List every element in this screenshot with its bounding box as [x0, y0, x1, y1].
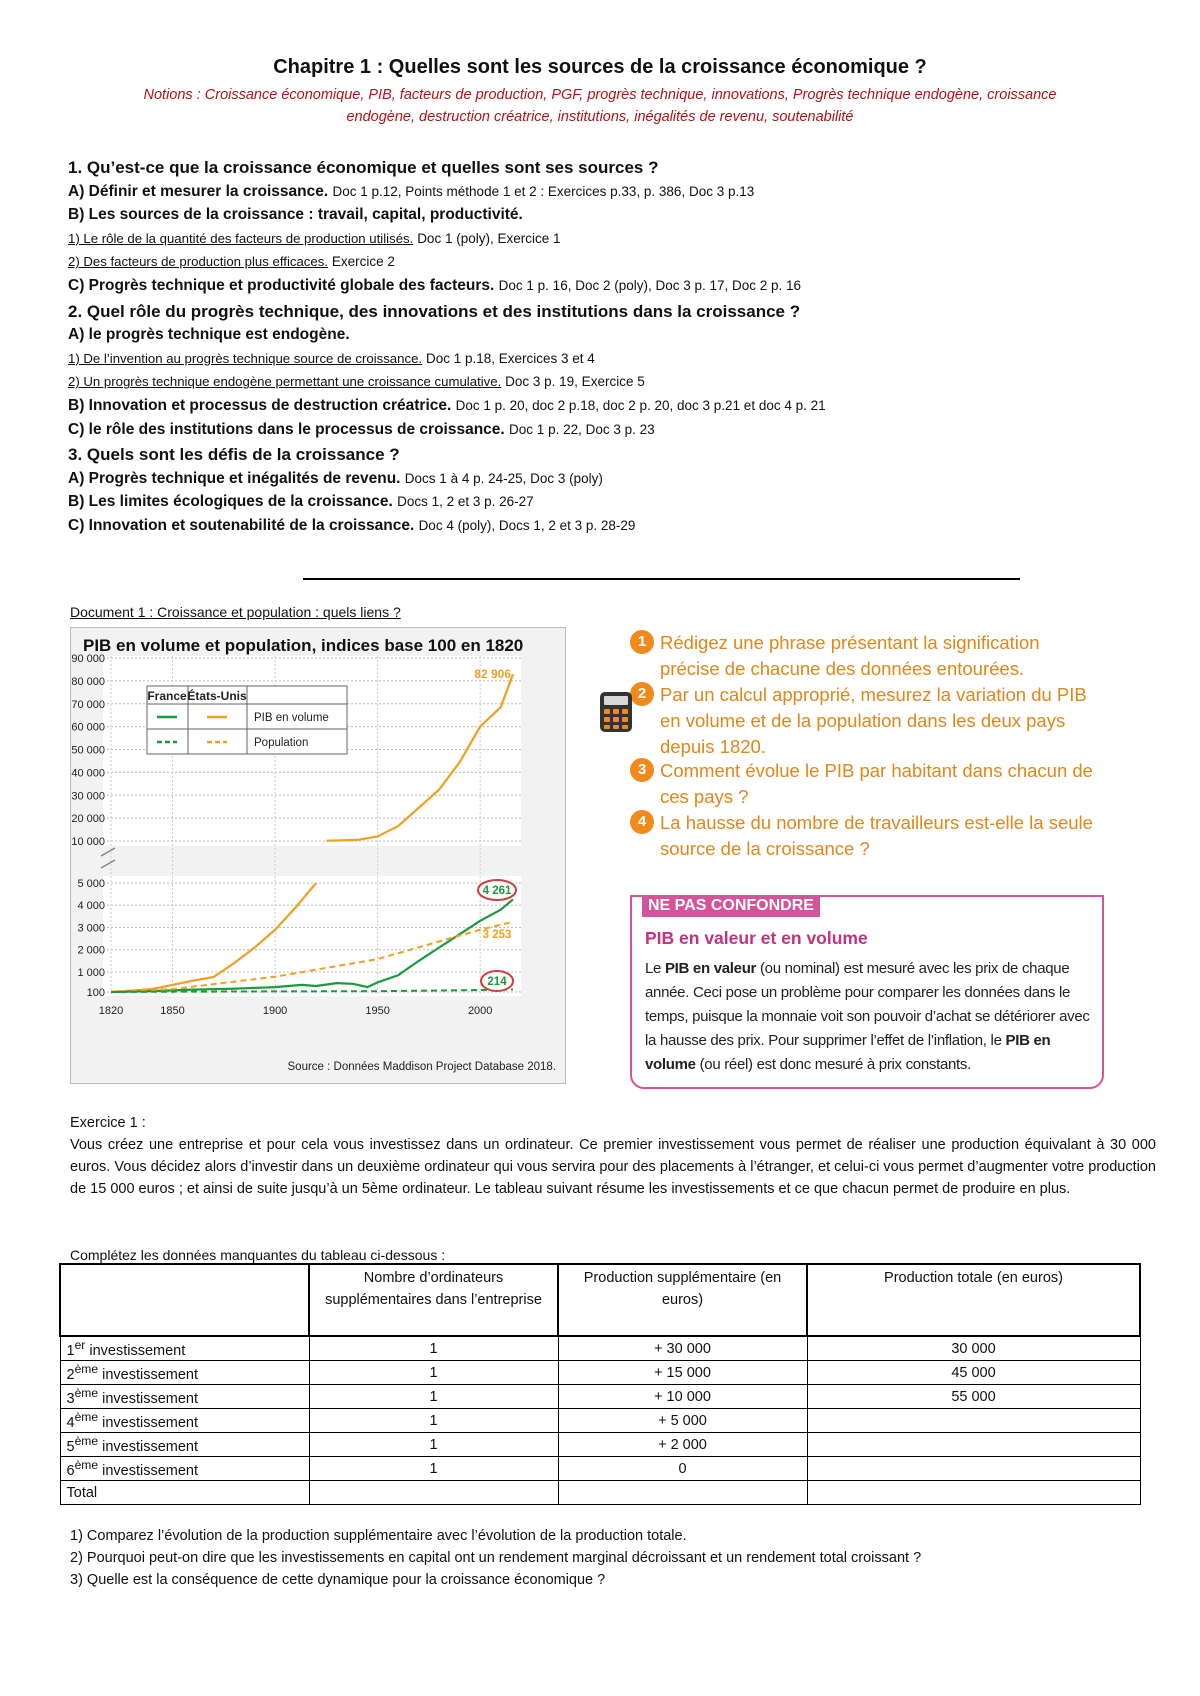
legend-france-header: France: [147, 689, 187, 703]
section-2a1: 1) De l’invention au progrès technique source de croissance. Doc 1 p.18, Exercices 3 et 4: [68, 350, 595, 366]
section-1a: A) Définir et mesurer la croissance. Doc 1 p.12, Points méthode 1 et 2 : Exercices p.33, p. 386, Doc 3 p.13: [68, 182, 755, 200]
axis-break: [101, 848, 115, 856]
section-2b: B) Innovation et processus de destruction créatrice. Doc 1 p. 20, doc 2 p.18, doc 2 p. 20, doc 3 p.21 et doc 4 p. 21: [68, 396, 826, 414]
y-tick-label: 100: [86, 987, 105, 999]
section-1b1: 1) Le rôle de la quantité des facteurs de production utilisés. Doc 1 (poly), Exercice 1: [68, 230, 561, 246]
question-4: [630, 810, 1100, 862]
row-extra-production[interactable]: + 10 000: [558, 1385, 807, 1409]
section-3-title: 3. Quels sont les défis de la croissance ?: [68, 445, 400, 465]
notions-line-2: endogène, destruction créatrice, institutions, inégalités de revenu, soutenabilité: [346, 109, 854, 125]
separator-line: [303, 578, 1020, 580]
question-2-text: Par un calcul approprié, mesurez la variation du PIB en volume et de la population dans les deux pays depuis 1820.: [660, 684, 1087, 757]
chart-source: Source : Données Maddison Project Database 2018.: [287, 1061, 556, 1073]
document-1-title: Document 1 : Croissance et population : quels liens ?: [70, 604, 401, 620]
definition-text: Le PIB en valeur (ou nominal) est mesuré avec les prix de chaque année. Ceci pose un problème pour comparer les données dans le temps, puisque la monnaie voit son pouvoir d’achat se détériorer avec la hausse des prix. Pour supprimer l’effet de l’inflation, le PIB en volume (ou réel) est donc mesuré à prix constants.: [645, 960, 1090, 1073]
row-total-production[interactable]: [807, 1433, 1140, 1457]
row-label: 1er investissement: [60, 1336, 309, 1361]
section-3c: C) Innovation et soutenabilité de la croissance. Doc 4 (poly), Docs 1, 2 et 3 p. 28-29: [68, 516, 636, 534]
label-usa-pop-end: 3 253: [482, 929, 512, 941]
calculator-icon: [598, 690, 634, 734]
table-row: [60, 1385, 1140, 1409]
exercise-question-2: 2) Pourquoi peut-on dire que les investissements en capital ont un rendement marginal décroissant et un rendement total croissant ?: [70, 1550, 922, 1566]
exercise-question-1: 1) Comparez l’évolution de la production supplémentaire avec l’évolution de la production totale.: [70, 1528, 687, 1544]
question-1-text: Rédigez une phrase présentant la signification précise de chacune des données entourées.: [660, 632, 1040, 679]
row-label: 3ème investissement: [60, 1385, 309, 1409]
x-tick-label: 1820: [98, 1005, 124, 1017]
y-tick-label: 5 000: [77, 878, 105, 890]
row-extra-production[interactable]: + 15 000: [558, 1361, 807, 1385]
section-1b: B) Les sources de la croissance : travail, capital, productivité.: [68, 206, 523, 224]
legend-usa-header: États-Unis: [187, 689, 247, 703]
label-france-pib-end: 4 261: [482, 885, 512, 897]
question-2-number: 2: [630, 682, 654, 706]
row-total-production[interactable]: [807, 1457, 1140, 1481]
x-tick-label: 2000: [467, 1005, 493, 1017]
y-tick-label: 70 000: [71, 698, 105, 711]
row-computers[interactable]: 1: [309, 1433, 558, 1457]
table-row: [60, 1457, 1140, 1481]
table-header-extra-production: Production supplémentaire (en euros): [558, 1264, 807, 1336]
y-tick-label: 3 000: [77, 922, 105, 935]
definition-heading: PIB en valeur et en volume: [645, 928, 868, 948]
row-label: 5ème investissement: [60, 1433, 309, 1457]
section-2a: A) le progrès technique est endogène.: [68, 326, 350, 344]
y-tick-label: 50 000: [71, 744, 105, 757]
y-tick-label: 60 000: [71, 721, 105, 734]
section-2-title: 2. Quel rôle du progrès technique, des innovations et des institutions dans la croissance ?: [68, 301, 801, 321]
section-1c: C) Progrès technique et productivité globale des facteurs. Doc 1 p. 16, Doc 2 (poly), Doc 3 p. 17, Doc 2 p. 16: [68, 276, 802, 294]
total-extra-production[interactable]: [558, 1481, 807, 1505]
y-tick-label: 90 000: [71, 653, 105, 665]
growth-chart: [70, 627, 566, 1084]
question-4-text: La hausse du nombre de travailleurs est-elle la seule source de la croissance ?: [660, 812, 1093, 859]
y-tick-label: 30 000: [71, 790, 105, 803]
row-extra-production[interactable]: + 30 000: [558, 1336, 807, 1361]
table-row: [60, 1336, 1140, 1361]
total-production[interactable]: [807, 1481, 1140, 1505]
exercise-1-title: Exercice 1 :: [70, 1115, 146, 1131]
table-row: [60, 1433, 1140, 1457]
axis-break: [101, 860, 115, 868]
y-tick-label: 10 000: [71, 836, 105, 848]
row-total-production[interactable]: [807, 1409, 1140, 1433]
row-extra-production[interactable]: + 2 000: [558, 1433, 807, 1457]
row-extra-production[interactable]: + 5 000: [558, 1409, 807, 1433]
row-computers[interactable]: 1: [309, 1385, 558, 1409]
exercise-1-questions: [70, 1525, 921, 1591]
row-computers[interactable]: 1: [309, 1361, 558, 1385]
exercise-1-text: Vous créez une entreprise et pour cela vous investissez dans un ordinateur. Ce premier investissement vous permet de réaliser une production équivalant à 30 000 euros. Vous décidez alors d’investir dans un deuxième ordinateur qui vous servira pour des placements à l’étranger, et celui-ci vous permet d’augmenter votre production de 15 000 euros ; et ainsi de suite jusqu’à un 5ème ordinateur. Le tableau suivant résume les investissements et ce que chacun permet de produire en plus.: [70, 1137, 1156, 1197]
x-tick-label: 1900: [262, 1005, 288, 1017]
row-computers[interactable]: 1: [309, 1457, 558, 1481]
y-tick-label: 80 000: [71, 675, 105, 688]
question-3-number: 3: [630, 758, 654, 782]
table-header-total-production: Production totale (en euros): [807, 1264, 1140, 1336]
x-tick-label: 1850: [160, 1005, 185, 1017]
section-2a2: 2) Un progrès technique endogène permettant une croissance cumulative. Doc 3 p. 19, Exercice 5: [68, 374, 645, 390]
section-3a: A) Progrès technique et inégalités de revenu. Docs 1 à 4 p. 24-25, Doc 3 (poly): [68, 469, 603, 487]
question-1: [630, 630, 1100, 682]
chart-plot: [71, 628, 565, 1083]
x-tick-label: 1950: [365, 1005, 390, 1017]
label-france-pop-end: 214: [487, 976, 507, 988]
row-extra-production[interactable]: 0: [558, 1457, 807, 1481]
legend-pib-label: PIB en volume: [254, 712, 329, 724]
exercise-question-3: 3) Quelle est la conséquence de cette dynamique pour la croissance économique ?: [70, 1572, 606, 1588]
section-1-title: 1. Qu’est-ce que la croissance économique et quelles sont ses sources ?: [68, 158, 659, 177]
question-3-text: Comment évolue le PIB par habitant dans chacun de ces pays ?: [660, 760, 1093, 807]
notions-line-1: Notions : Croissance économique, PIB, facteurs de production, PGF, progrès technique, innovations, Progrès technique endogène, croissance: [143, 87, 1057, 103]
y-tick-label: 2 000: [77, 944, 105, 957]
definition-badge: NE PAS CONFONDRE: [642, 895, 820, 917]
y-tick-label: 4 000: [77, 900, 105, 913]
row-total-production[interactable]: 55 000: [807, 1385, 1140, 1409]
chart-title: PIB en volume et population, indices base 100 en 1820: [83, 636, 524, 655]
table-instruction: Complétez les données manquantes du tableau ci-dessous :: [70, 1247, 446, 1263]
table-row: [60, 1409, 1140, 1433]
table-header-computers: Nombre d’ordinateurs supplémentaires dans l’entreprise: [309, 1264, 558, 1336]
table-header-row: [60, 1264, 1140, 1336]
table-row: [60, 1361, 1140, 1385]
question-2: [630, 682, 1100, 760]
notions: [60, 84, 1140, 128]
question-1-number: 1: [630, 630, 654, 654]
question-4-number: 4: [630, 810, 654, 834]
label-usa-pib-end: 82 906: [474, 667, 511, 681]
y-tick-label: 1 000: [77, 966, 105, 979]
question-3: [630, 758, 1100, 810]
row-label: 4ème investissement: [60, 1409, 309, 1433]
legend-pop-label: Population: [254, 737, 309, 749]
row-total-production[interactable]: 45 000: [807, 1361, 1140, 1385]
table-total-row: [60, 1481, 1140, 1505]
table-header-empty: [60, 1264, 309, 1336]
row-label: 2ème investissement: [60, 1361, 309, 1385]
row-computers[interactable]: 1: [309, 1409, 558, 1433]
chapter-outline: [68, 154, 1148, 538]
row-label: 6ème investissement: [60, 1457, 309, 1481]
row-total-production[interactable]: 30 000: [807, 1336, 1140, 1361]
section-3b: B) Les limites écologiques de la croissance. Docs 1, 2 et 3 p. 26-27: [68, 493, 534, 511]
total-computers[interactable]: [309, 1481, 558, 1505]
investment-table: [59, 1263, 1141, 1505]
section-2c: C) le rôle des institutions dans le processus de croissance. Doc 1 p. 22, Doc 3 p. 23: [68, 420, 655, 438]
y-tick-label: 20 000: [71, 813, 105, 826]
page-title: Chapitre 1 : Quelles sont les sources de la croissance économique ?: [273, 56, 927, 78]
y-tick-label: 40 000: [71, 767, 105, 780]
row-computers[interactable]: 1: [309, 1336, 558, 1361]
section-1b2: 2) Des facteurs de production plus efficaces. Exercice 2: [68, 254, 395, 270]
total-label: Total: [60, 1481, 309, 1505]
